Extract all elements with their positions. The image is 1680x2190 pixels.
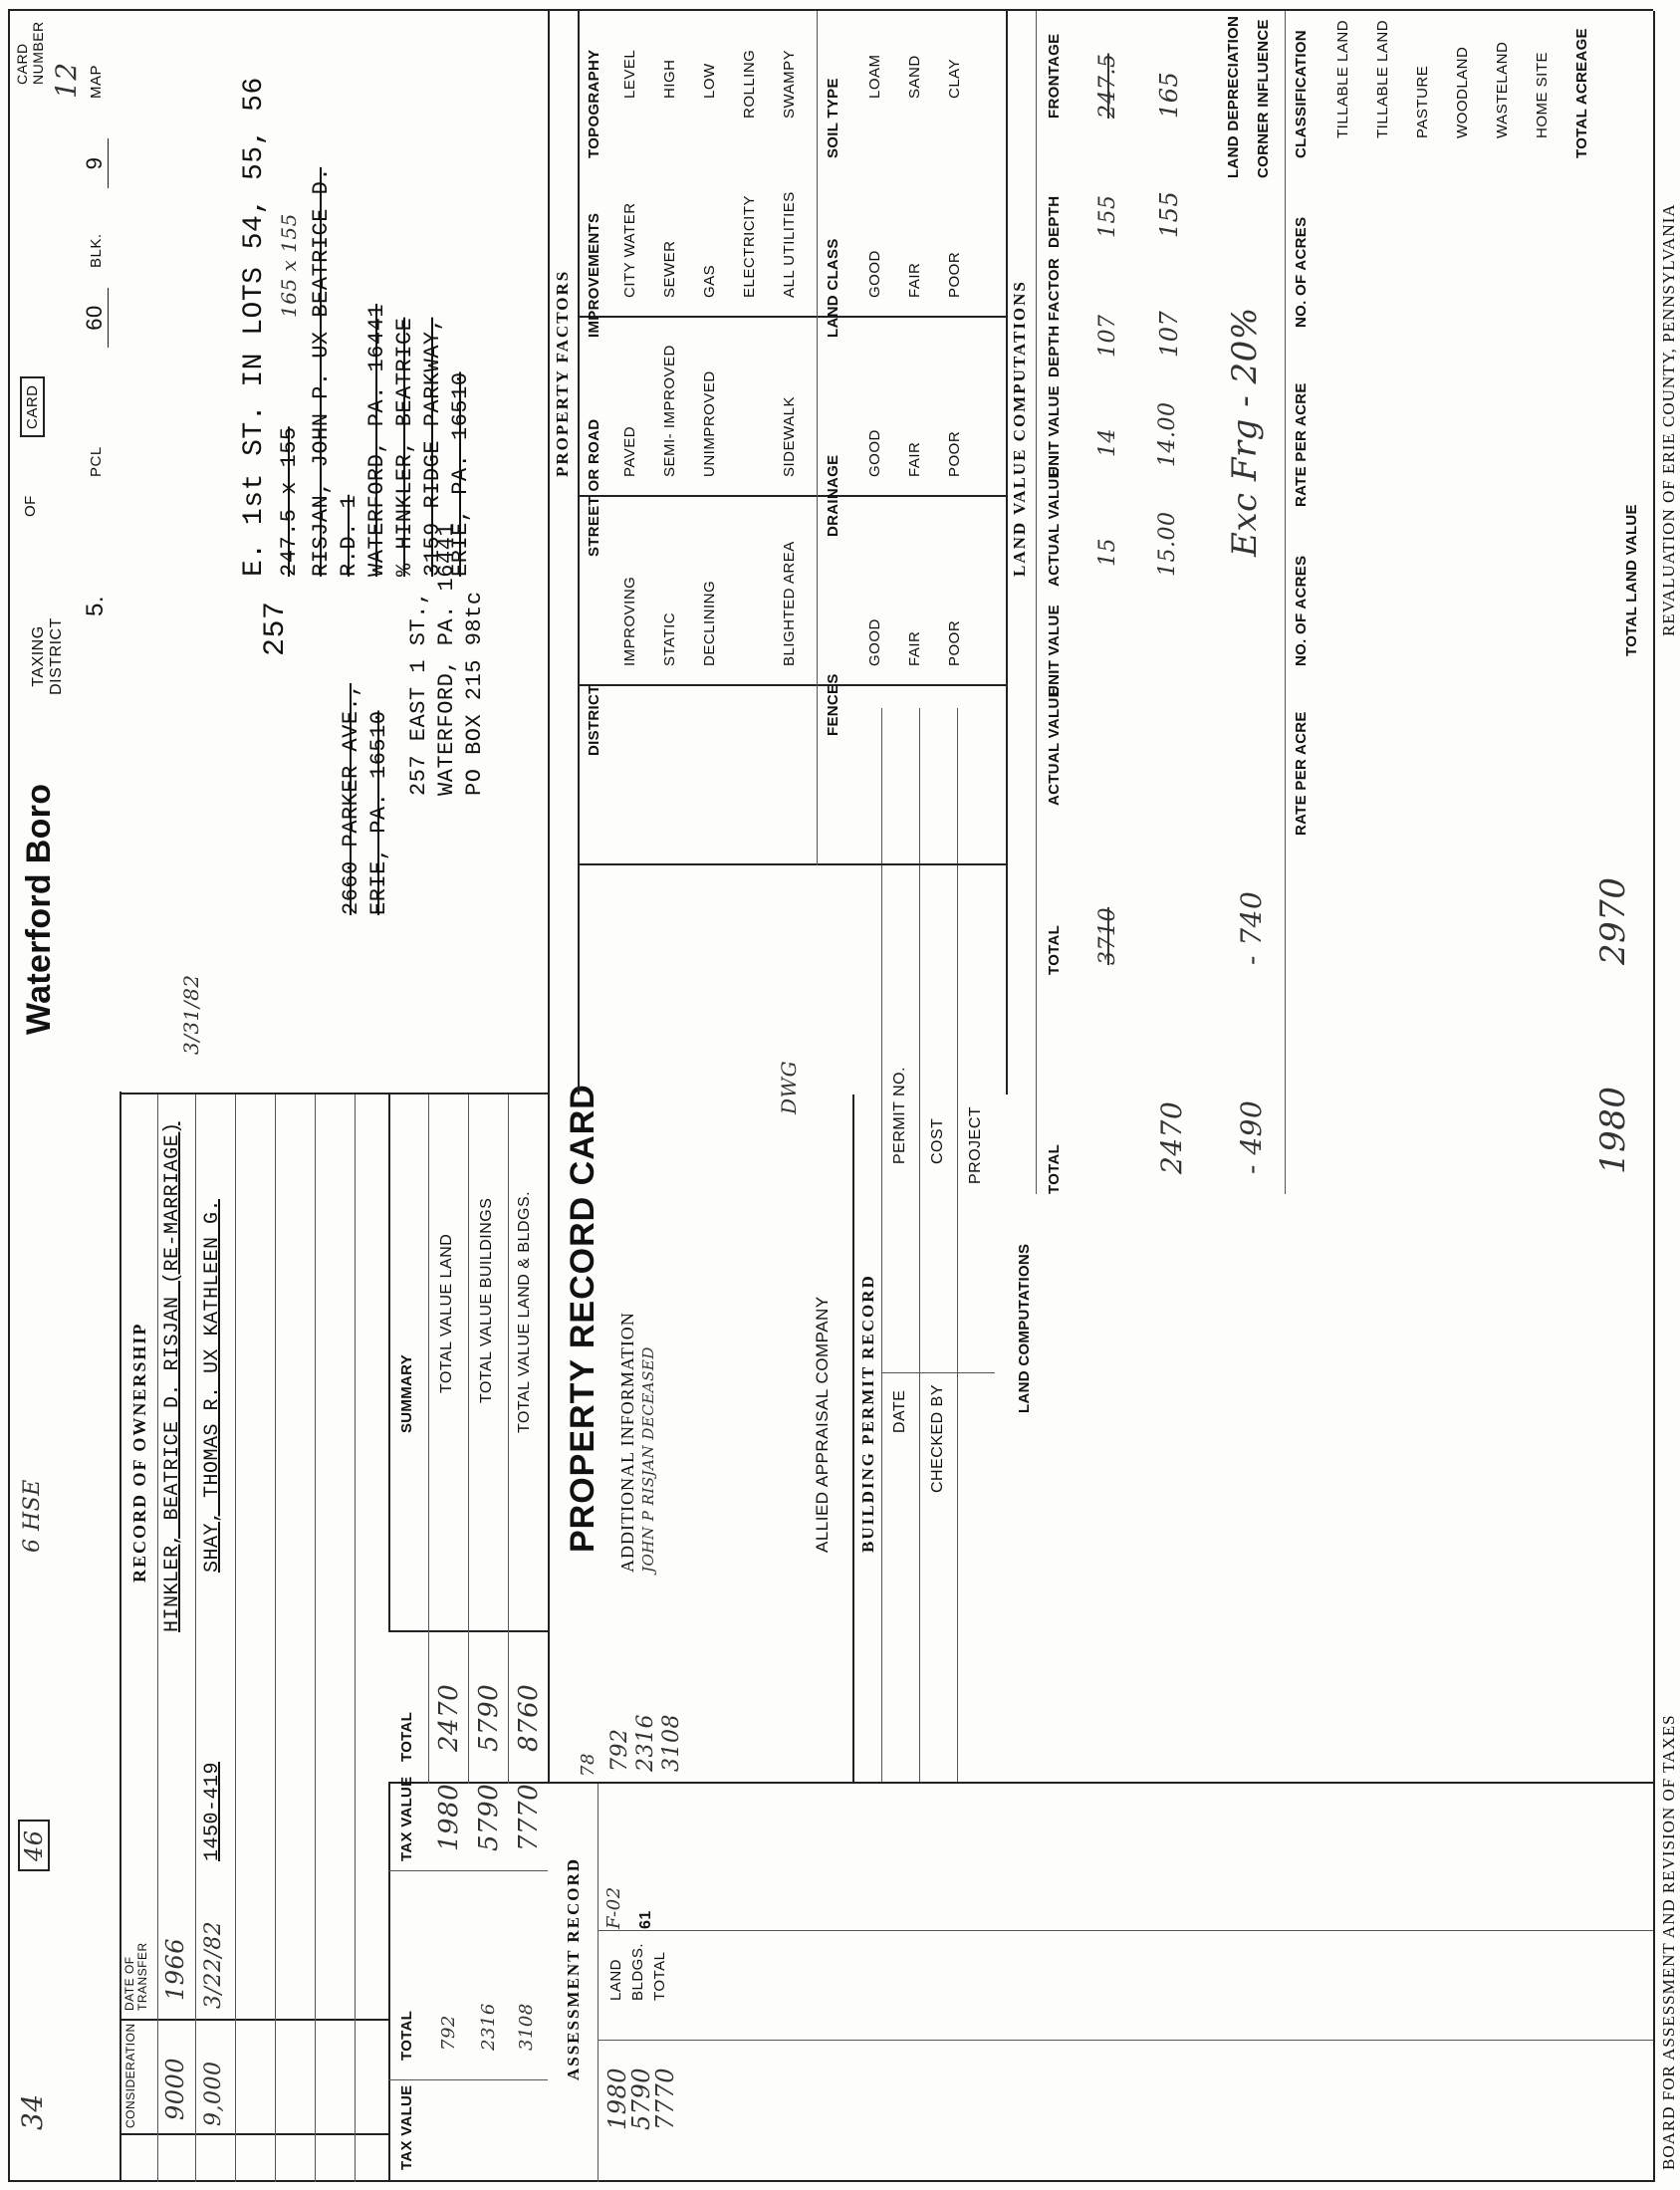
right-table-value-1: 792 bbox=[438, 2015, 459, 2051]
class-item-4: WOODLAND bbox=[1454, 46, 1471, 138]
owner-old-1: RISJAN, JOHN P. UX BEATRICE D. bbox=[309, 166, 334, 577]
permit-no-label: PERMIT NO. bbox=[891, 1066, 908, 1164]
district-name: Waterford Boro bbox=[20, 783, 58, 1035]
summary-row-1-tax: 1980 bbox=[434, 1783, 464, 1851]
lv-row-2-actual: 15.00 bbox=[1155, 511, 1180, 577]
ownership-col-2 bbox=[120, 2133, 388, 2135]
owner-row-2-name: SHAY, THOMAS R. UX KATHLEEN G. bbox=[201, 1198, 224, 1573]
dwg-note: DWG bbox=[777, 1060, 801, 1114]
address-new-3: PO BOX 215 98tc bbox=[462, 591, 487, 796]
summary-row-line-2 bbox=[468, 1095, 469, 1784]
owner-old-4: % HINKLER, BEATRICE bbox=[392, 317, 417, 577]
assessment-total-1: TOTAL bbox=[651, 1951, 668, 2001]
land-class-header: LAND CLASS bbox=[825, 238, 841, 338]
lv-row-2-frontage: 165 bbox=[1155, 71, 1183, 119]
factors-mid-line bbox=[817, 11, 818, 865]
margin-value-3: 3108 bbox=[659, 1714, 684, 1772]
street-item-2: SEMI- IMPROVED bbox=[661, 345, 678, 477]
owner-row-1-date: 1966 bbox=[161, 1937, 189, 2001]
topography-header: TOPOGRAPHY bbox=[586, 49, 602, 158]
class-header-acres-2: NO. OF ACRES bbox=[1293, 555, 1310, 666]
permit-project-label: PROJECT bbox=[967, 1105, 984, 1184]
ownership-title: RECORD OF OWNERSHIP bbox=[129, 1322, 149, 1582]
owner-row-2-date: 3/22/82 bbox=[201, 1920, 226, 2009]
margin-codes: 78 bbox=[578, 1753, 599, 1777]
drainage-item-3: POOR bbox=[946, 430, 963, 477]
district-item-5: BLIGHTED AREA bbox=[781, 541, 798, 666]
ownership-row-line-4 bbox=[315, 1095, 316, 2182]
lv-row-1-actual: 15 bbox=[1095, 538, 1120, 567]
fences-item-2: FAIR bbox=[906, 630, 923, 666]
owner-row-1-consideration: 9000 bbox=[161, 2057, 189, 2120]
lv-header-frontage: FRONTAGE bbox=[1046, 33, 1063, 119]
street-item-1: PAVED bbox=[621, 425, 638, 477]
summary-row-3-total: 8760 bbox=[514, 1683, 544, 1752]
topography-item-1: LEVEL bbox=[621, 49, 638, 99]
summary-col-tax bbox=[388, 1870, 548, 1871]
permit-row-2 bbox=[957, 708, 958, 1784]
permit-checked-label: CHECKED BY bbox=[929, 1383, 946, 1493]
footer-right: BOARD FOR ASSESSMENT AND REVISION OF TAXES bbox=[1659, 1714, 1678, 2170]
fences-header: FENCES bbox=[825, 673, 841, 736]
assessment-title: ASSESSMENT RECORD bbox=[564, 1856, 583, 2080]
lv-row-2-factor: 107 bbox=[1155, 310, 1183, 358]
assessment-value-2: 5790 bbox=[627, 2067, 655, 2130]
lv-row-2-total: 2470 bbox=[1155, 1100, 1188, 1174]
soil-item-2: SAND bbox=[906, 55, 923, 99]
right-table-col bbox=[388, 2079, 548, 2080]
address-old-1: 2660 PARKER AVE., bbox=[339, 683, 363, 915]
street-item-5: SIDEWALK bbox=[781, 396, 798, 477]
drainage-header: DRAINAGE bbox=[825, 454, 841, 537]
summary-row-2-label: TOTAL VALUE BUILDINGS bbox=[478, 1197, 495, 1403]
land-computations-label: LAND COMPUTATIONS bbox=[1016, 1243, 1033, 1413]
permit-col bbox=[881, 1372, 995, 1373]
fences-item-1: GOOD bbox=[866, 618, 883, 666]
right-table-value-3: 3108 bbox=[516, 2003, 537, 2051]
address-new-2: WATERFORD, PA. 16441 bbox=[434, 522, 459, 796]
box-number: 46 bbox=[18, 1820, 50, 1871]
lv-header-depth: DEPTH bbox=[1046, 195, 1063, 248]
pcl-value: 5. bbox=[82, 595, 109, 616]
total-acreage-label: TOTAL ACREAGE bbox=[1573, 28, 1590, 158]
land-depreciation-label: LAND DEPRECIATION bbox=[1225, 15, 1242, 178]
improvements-item-2: SEWER bbox=[661, 240, 678, 298]
soil-header: SOIL TYPE bbox=[825, 78, 841, 158]
summary-row-3-label: TOTAL VALUE LAND & BLDGS. bbox=[516, 1190, 533, 1433]
fences-item-3: POOR bbox=[946, 619, 963, 666]
summary-row-line-3 bbox=[508, 1095, 509, 1784]
ownership-row-line-3 bbox=[275, 1095, 276, 2182]
land-value-title: LAND VALUE COMPUTATIONS bbox=[1010, 280, 1029, 577]
drainage-item-2: FAIR bbox=[906, 441, 923, 477]
assessment-col-labels bbox=[598, 1930, 1653, 1931]
district-item-1: IMPROVING bbox=[621, 576, 638, 666]
right-table-total-label: TOTAL bbox=[398, 2010, 415, 2061]
summary-row-line-1 bbox=[428, 1095, 429, 1784]
pcl-label: PCL bbox=[88, 446, 105, 477]
district-header: DISTRICT bbox=[586, 684, 602, 756]
date-transfer-label: DATE OF TRANSFER bbox=[122, 1942, 149, 2011]
permit-head-line bbox=[881, 708, 882, 1784]
factors-col-3 bbox=[578, 684, 1006, 686]
map-label: MAP bbox=[88, 64, 105, 99]
ownership-row-line-2 bbox=[235, 1095, 236, 2182]
right-table-tax-label: TAX VALUE bbox=[398, 2084, 415, 2170]
district-item-3: DECLINING bbox=[701, 580, 718, 666]
street-item-3: UNIMPROVED bbox=[701, 370, 718, 477]
lv-header-depth-factor: DEPTH FACTOR bbox=[1046, 258, 1063, 377]
assessment-year-code: F-02 bbox=[603, 1886, 624, 1929]
frame-left bbox=[8, 2180, 1653, 2182]
permit-row-1 bbox=[919, 708, 920, 1784]
lv-row-2-depth: 155 bbox=[1155, 190, 1183, 238]
lv-header-total-2: TOTAL bbox=[1046, 1143, 1063, 1194]
description-bottom bbox=[548, 11, 550, 1095]
page-number: 34 bbox=[16, 2093, 49, 2130]
permit-cost-label: COST bbox=[929, 1117, 946, 1164]
lv-header-unit-value-1: UNIT VALUE bbox=[1046, 385, 1063, 477]
owner-row-1-name: HINKLER, BEATRICE D. RISJAN (RE-MARRIAGE) bbox=[161, 1121, 184, 1632]
street-header: STREET OR ROAD bbox=[586, 418, 602, 557]
dims-old: 247.5 x 155 bbox=[277, 426, 302, 577]
ownership-head-line bbox=[157, 1095, 158, 2182]
factors-head-line bbox=[578, 11, 580, 1095]
summary-row-1-label: TOTAL VALUE LAND bbox=[438, 1233, 455, 1393]
summary-row-2-tax: 5790 bbox=[474, 1783, 504, 1851]
right-summary-top bbox=[388, 1784, 390, 2182]
card-label: CARD bbox=[20, 376, 45, 437]
additional-info-label: ADDITIONAL INFORMATION bbox=[617, 1312, 637, 1573]
summary-tax-label: TAX VALUE bbox=[398, 1776, 415, 1861]
summary-total-label: TOTAL bbox=[398, 1711, 415, 1762]
drainage-item-1: GOOD bbox=[866, 429, 883, 477]
margin-value-1: 792 bbox=[607, 1728, 632, 1772]
assessment-bldgs-1: BLDGS. bbox=[629, 1942, 646, 2001]
blk-label: BLK. bbox=[88, 233, 105, 268]
class-item-1: TILLABLE LAND bbox=[1334, 19, 1351, 138]
frame-top bbox=[8, 11, 10, 2182]
topography-item-2: HIGH bbox=[661, 59, 678, 99]
map-value: 9 bbox=[82, 138, 109, 188]
improvements-header: IMPROVEMENTS bbox=[586, 212, 602, 338]
depreciation-b: - 490 bbox=[1235, 1099, 1268, 1174]
street-number: 257 bbox=[259, 601, 293, 656]
ownership-col-1 bbox=[120, 2019, 388, 2021]
land-class-item-2: FAIR bbox=[906, 262, 923, 298]
owner-old-3: WATERFORD, PA. 16441 bbox=[364, 303, 389, 577]
lv-row-1-total: 3710 bbox=[1095, 907, 1120, 965]
appraisal-company: ALLIED APPRAISAL COMPANY bbox=[813, 1296, 832, 1553]
card-number-label: CARD NUMBER bbox=[14, 21, 46, 85]
lv-row-1-unit: 14 bbox=[1095, 428, 1120, 457]
assessment-head-line bbox=[598, 1784, 599, 2182]
frame-right bbox=[8, 9, 1653, 11]
lv-row-1-frontage: 247.5 bbox=[1095, 53, 1120, 119]
total-land-value-a: 2970 bbox=[1593, 876, 1633, 965]
lv-row-1-depth: 155 bbox=[1095, 194, 1120, 238]
blk-value: 60 bbox=[82, 288, 109, 348]
factors-col-4 bbox=[578, 863, 1006, 865]
class-header-rate-2: RATE PER ACRE bbox=[1293, 711, 1310, 836]
permit-title: BUILDING PERMIT RECORD bbox=[858, 1274, 877, 1553]
factors-col-1 bbox=[578, 316, 1006, 318]
location-line: E. 1st ST. IN LOTS 54, 55, 56 bbox=[239, 77, 270, 577]
owner-old-5: 3159 RIDGE PARKWAY, bbox=[420, 317, 445, 577]
land-class-item-1: GOOD bbox=[866, 250, 883, 298]
lv-header-total-1: TOTAL bbox=[1046, 924, 1063, 975]
owner-row-2-deed: 1450-419 bbox=[201, 1761, 224, 1861]
class-header-acres-1: NO. OF ACRES bbox=[1293, 216, 1310, 328]
class-head-line bbox=[1285, 11, 1286, 1194]
footer-left: REVALUATION OF ERIE COUNTY, PENNSYLVANIA bbox=[1659, 203, 1678, 636]
address-old-2: ERIE, PA. 16510 bbox=[366, 710, 391, 915]
owner-old-6: ERIE, PA. 16510 bbox=[448, 371, 473, 577]
summary-top bbox=[388, 1095, 390, 1632]
lv-row-2-unit: 14.00 bbox=[1155, 401, 1180, 467]
record-card-title: PROPERTY RECORD CARD bbox=[564, 1084, 601, 1553]
class-header-classification: CLASSIFICATION bbox=[1293, 30, 1310, 158]
factors-col-2 bbox=[578, 495, 1006, 497]
owner-row-2-consideration: 9,000 bbox=[201, 2061, 226, 2126]
corner-influence-label: CORNER INFLUENCE bbox=[1255, 19, 1272, 178]
assessment-left-edge bbox=[548, 1782, 1653, 1784]
depreciation-a: - 740 bbox=[1235, 890, 1268, 965]
improvements-item-3: GAS bbox=[701, 264, 718, 298]
lv-header-unit-value-2: UNIT VALUE bbox=[1046, 605, 1063, 696]
topography-item-5: SWAMPY bbox=[781, 49, 798, 119]
right-table-value-2: 2316 bbox=[478, 2003, 499, 2051]
lv-header-actual-value-1: ACTUAL VALUE bbox=[1046, 468, 1063, 587]
class-item-5: WASTELAND bbox=[1494, 41, 1511, 138]
class-item-2: TILLABLE LAND bbox=[1374, 19, 1391, 138]
assessment-land-1: LAND bbox=[607, 1958, 624, 2001]
permit-top bbox=[852, 1095, 854, 1784]
assessment-value-3: 7770 bbox=[651, 2067, 679, 2130]
factors-title: PROPERTY FACTORS bbox=[553, 269, 572, 477]
summary-row-3-tax: 7770 bbox=[514, 1783, 544, 1851]
summary-row-1-total: 2470 bbox=[434, 1683, 464, 1752]
record-card-top bbox=[548, 1095, 550, 1784]
summary-row-2-total: 5790 bbox=[474, 1683, 504, 1752]
factors-top bbox=[1006, 11, 1008, 1095]
ownership-row-line-5 bbox=[355, 1095, 356, 2182]
land-value-head-line bbox=[1036, 11, 1037, 1194]
class-item-6: HOME SITE bbox=[1534, 51, 1551, 138]
class-item-3: PASTURE bbox=[1414, 65, 1431, 138]
assessment-col-values bbox=[598, 2040, 1653, 2041]
address-new-1: 257 EAST 1 ST., bbox=[406, 591, 431, 796]
consideration-label: CONSIDERATION bbox=[123, 2023, 137, 2128]
land-class-item-3: POOR bbox=[946, 251, 963, 298]
permit-date-label: DATE bbox=[891, 1389, 908, 1433]
lv-header-actual-value-2: ACTUAL VALUE bbox=[1046, 687, 1063, 806]
lv-row-1-factor: 107 bbox=[1095, 314, 1120, 358]
improvements-item-1: CITY WATER bbox=[621, 202, 638, 298]
soil-item-1: LOAM bbox=[866, 54, 883, 99]
topography-item-4: ROLLING bbox=[741, 49, 758, 119]
owner-old-2: R.D. 1 bbox=[337, 494, 361, 577]
improvements-item-5: ALL UTILITIES bbox=[781, 191, 798, 298]
improvements-item-4: ELECTRICITY bbox=[741, 194, 758, 298]
ownership-row-line-1 bbox=[195, 1095, 196, 2182]
topography-item-3: LOW bbox=[701, 63, 718, 99]
assessment-value-1: 1980 bbox=[603, 2067, 631, 2130]
assessment-code-1: 61 bbox=[637, 1910, 654, 1929]
date-note: 3/31/82 bbox=[179, 974, 203, 1055]
total-land-value-label: TOTAL LAND VALUE bbox=[1623, 504, 1640, 656]
frame-bottom bbox=[1653, 11, 1655, 2182]
card-of-label: OF bbox=[22, 495, 39, 517]
depreciation-note: Exc Frg - 20% bbox=[1225, 307, 1265, 557]
handwritten-house-note: 6 HSE bbox=[20, 1479, 45, 1553]
card-number-value: 12 bbox=[50, 62, 83, 99]
dims-new: 165 x 155 bbox=[277, 213, 301, 318]
summary-title: SUMMARY bbox=[398, 1353, 415, 1433]
district-item-2: STATIC bbox=[661, 611, 678, 666]
total-land-value-b: 1980 bbox=[1593, 1086, 1633, 1174]
soil-item-3: CLAY bbox=[946, 58, 963, 99]
description-divider bbox=[120, 1093, 548, 1095]
deceased-note: JOHN P RISJAN DECEASED bbox=[639, 1346, 657, 1573]
class-header-rate-1: RATE PER ACRE bbox=[1293, 382, 1310, 507]
taxing-district-label: TAXING DISTRICT bbox=[30, 617, 65, 695]
margin-value-2: 2316 bbox=[633, 1714, 658, 1772]
